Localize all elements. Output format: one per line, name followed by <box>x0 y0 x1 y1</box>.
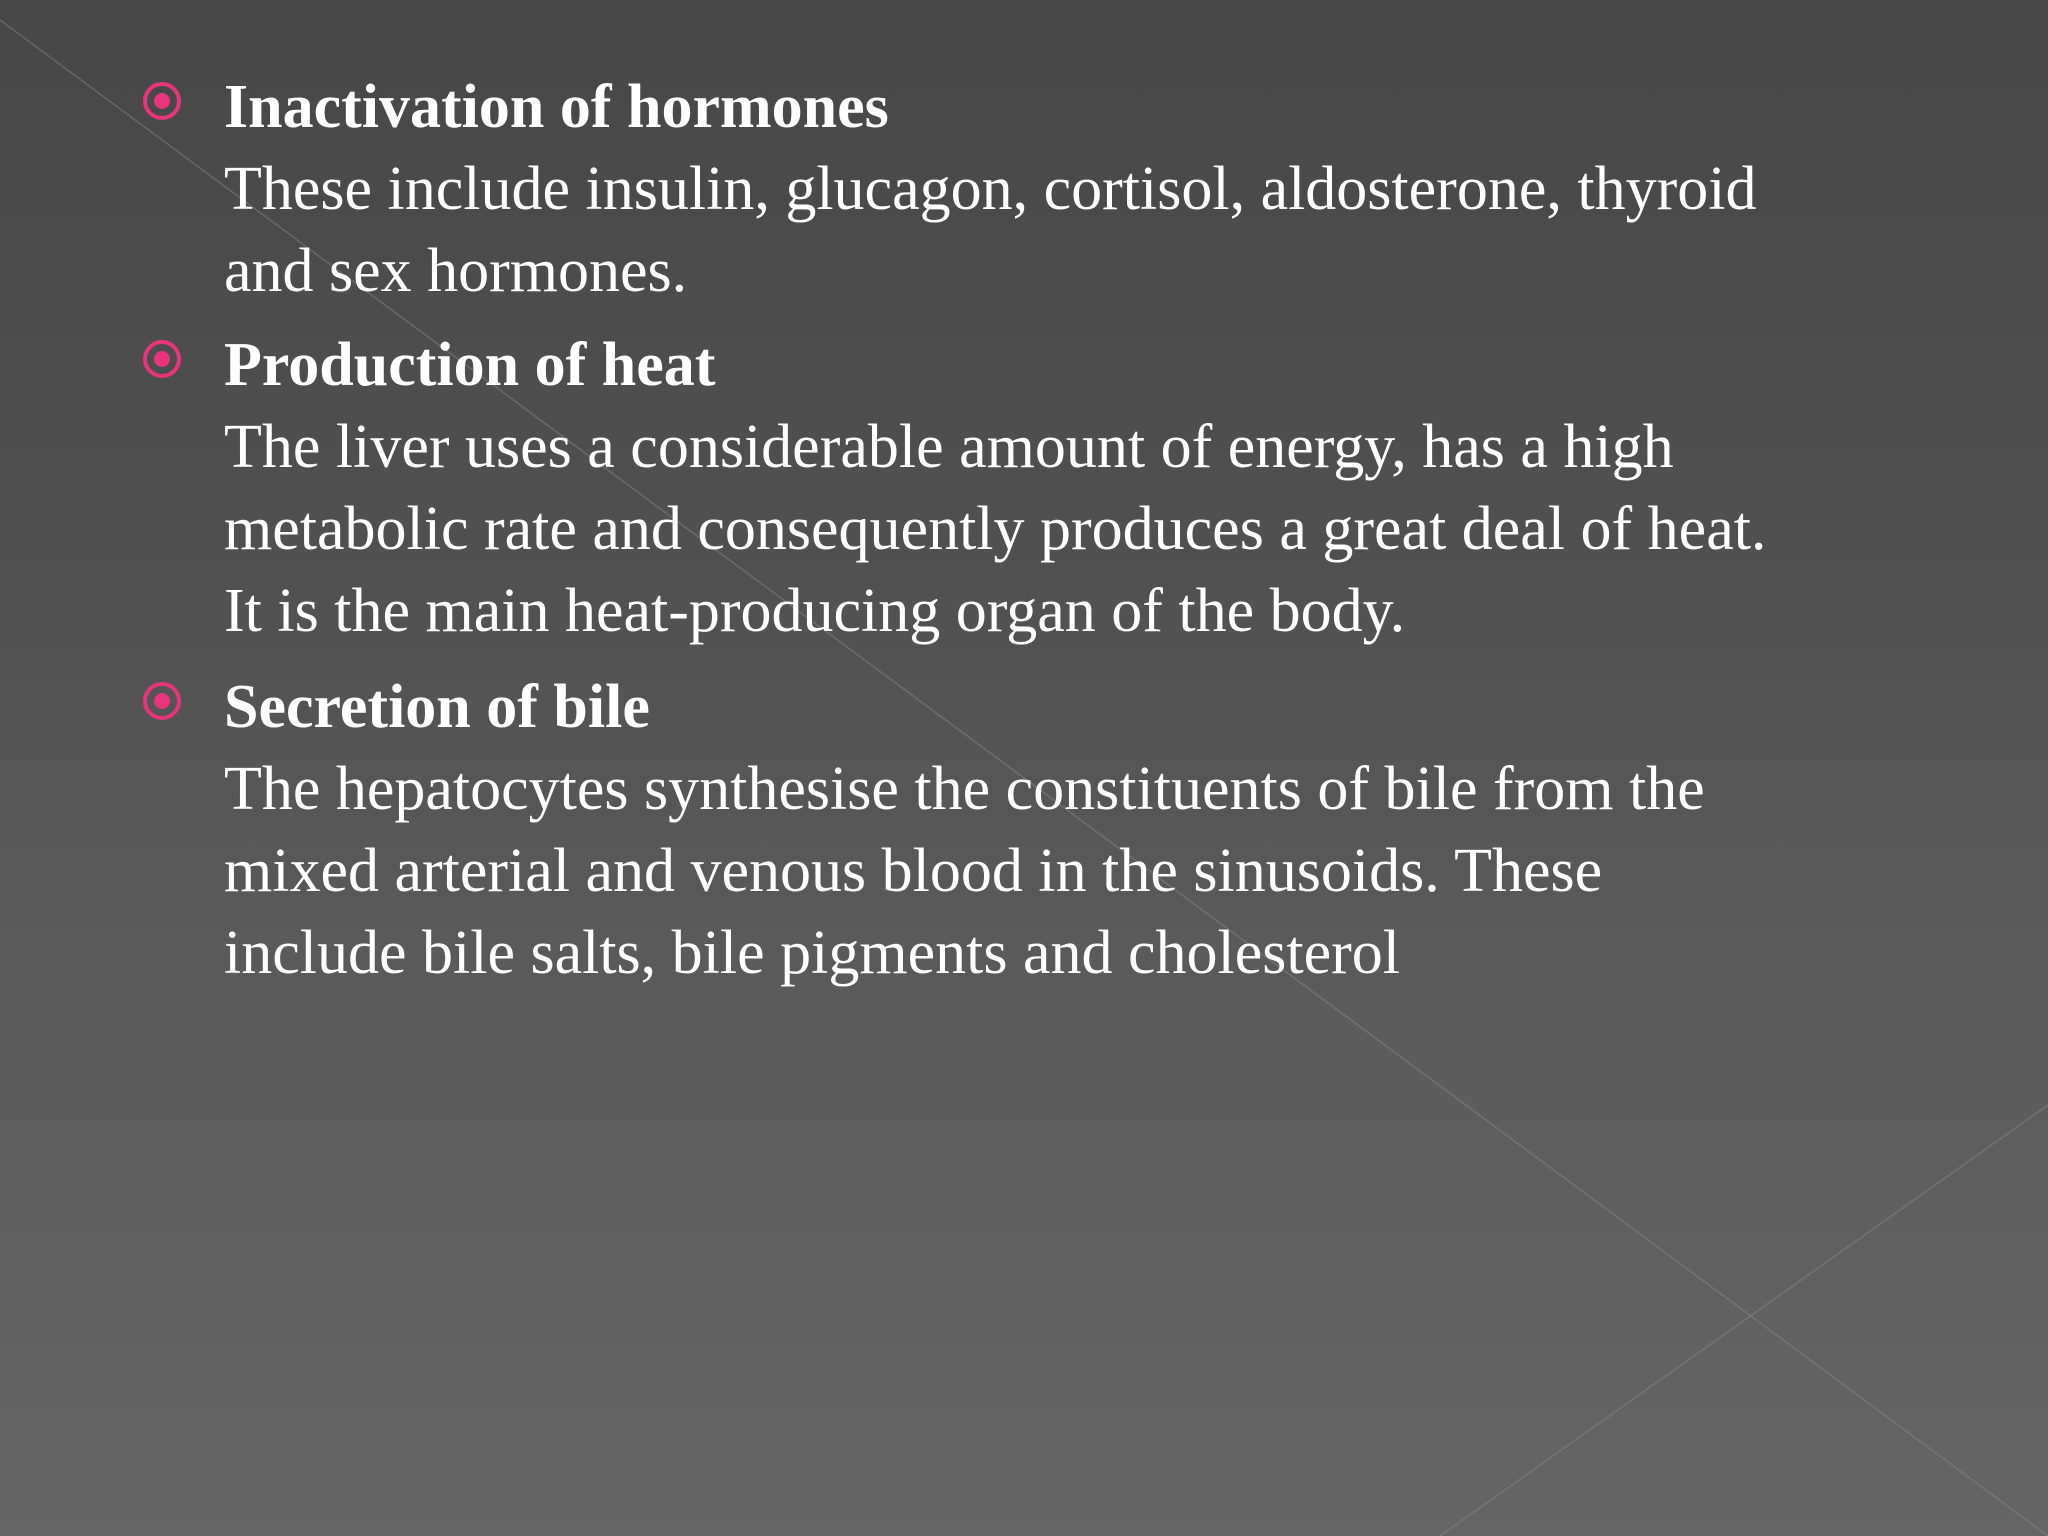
item-text-line: and sex hormones. <box>224 237 688 305</box>
item-text-line: mixed arterial and venous blood in the sinusoids. These <box>224 837 1603 905</box>
bullet-item-secretion-of-bile <box>224 666 1984 994</box>
bullet-item-inactivation-of-hormones <box>224 66 1984 312</box>
item-heading: Inactivation of hormones <box>224 73 889 141</box>
target-bullet-icon <box>141 680 183 722</box>
target-bullet-icon <box>141 338 183 380</box>
target-bullet-icon <box>141 80 183 122</box>
item-text-line: include bile salts, bile pigments and cholesterol <box>224 919 1401 987</box>
item-heading: Secretion of bile <box>224 673 650 741</box>
bullet-item-production-of-heat <box>224 324 1984 652</box>
item-text-line: These include insulin, glucagon, cortisol, aldosterone, thyroid <box>224 155 1757 223</box>
item-heading: Production of heat <box>224 331 716 399</box>
item-text-line: The liver uses a considerable amount of energy, has a high <box>224 413 1674 481</box>
item-text-line: The hepatocytes synthesise the constituents of bile from the <box>224 755 1705 823</box>
item-text-line: metabolic rate and consequently produces a great deal of heat. <box>224 495 1767 563</box>
item-text-line: It is the main heat-producing organ of the body. <box>224 577 1406 645</box>
